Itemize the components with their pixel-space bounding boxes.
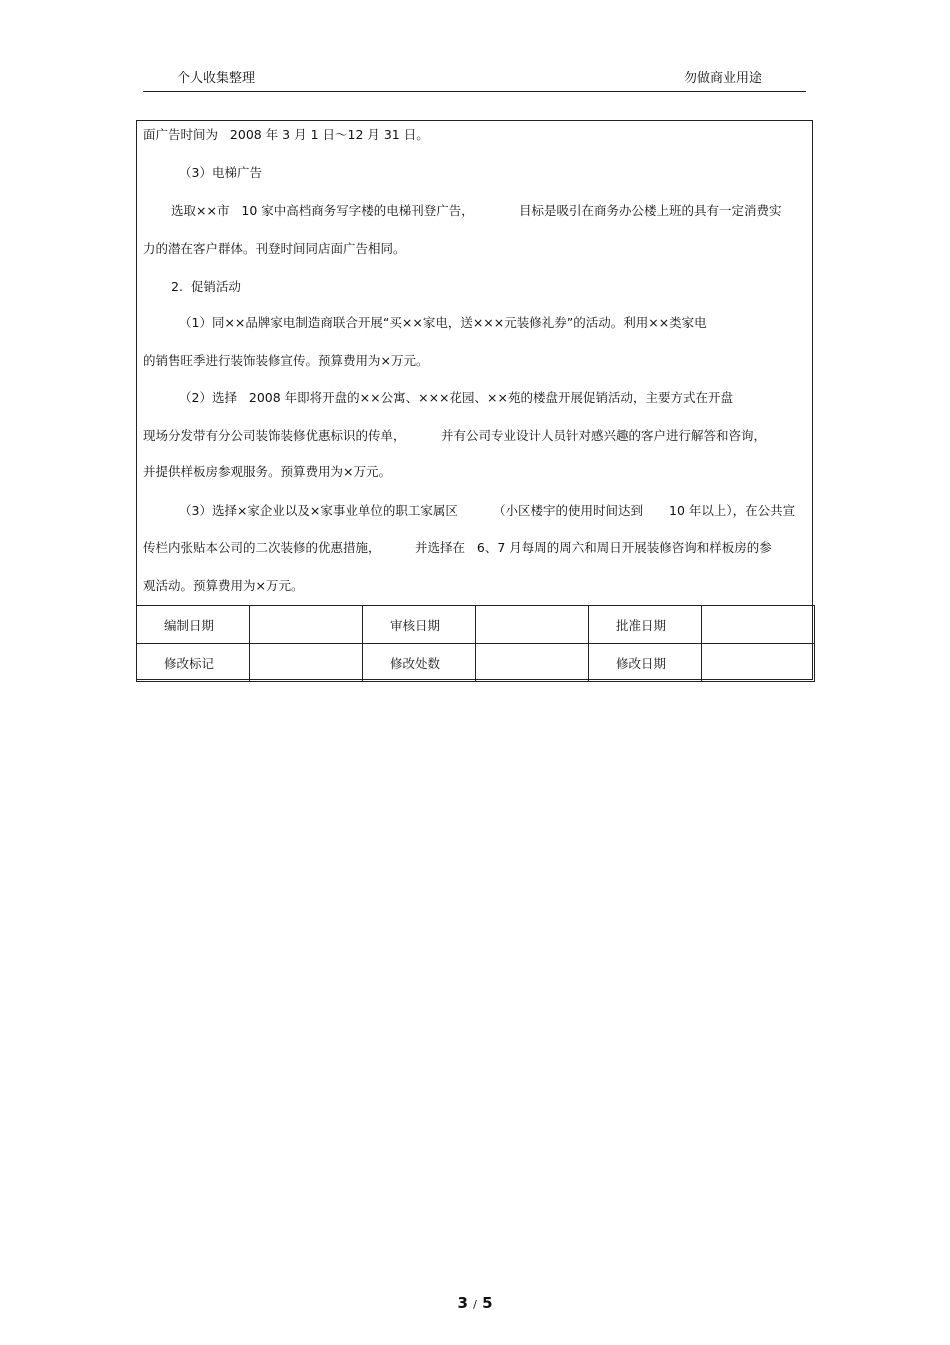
compile-date-label: 编制日期 — [137, 606, 250, 644]
text-line: 目标是吸引在商务办公楼上班的具有一定消费实 — [519, 203, 782, 218]
revision-date-value[interactable] — [702, 644, 815, 682]
review-date-label: 审核日期 — [363, 606, 476, 644]
text-line: 观活动。预算费用为×万元。 — [143, 578, 304, 593]
total-pages: 5 — [482, 1294, 493, 1312]
approval-date-value[interactable] — [702, 606, 815, 644]
text-line: 现场分发带有分公司装饰装修优惠标识的传单， — [143, 428, 406, 443]
revision-date-label: 修改日期 — [589, 644, 702, 682]
page-separator: / — [473, 1298, 477, 1311]
page-number — [0, 1294, 950, 1312]
revision-count-value[interactable] — [476, 644, 589, 682]
signoff-table — [136, 605, 815, 682]
body-text — [137, 121, 814, 605]
text-line: 的销售旺季进行装饰装修宣传。预算费用为×万元。 — [143, 353, 429, 368]
text-line: 并提供样板房参观服务。预算费用为×万元。 — [143, 464, 391, 479]
section-heading: （3）电梯广告 — [179, 165, 262, 180]
text-line: 面广告时间为 2008 年 3 月 1 日～12 月 31 日。 — [143, 127, 429, 142]
text-line: 并选择在 6、7 月每周的周六和周日开展装修咨询和样板房的参 — [415, 540, 772, 555]
text-line: 10 年以上），在公共宣 — [669, 503, 796, 518]
content-frame — [136, 120, 813, 680]
current-page: 3 — [457, 1294, 468, 1312]
table-row — [137, 644, 815, 682]
header-rule — [143, 91, 806, 92]
text-line: 选取××市 10 家中高档商务写字楼的电梯刊登广告， — [171, 203, 474, 218]
table-row — [137, 606, 815, 644]
text-line: （小区楼宇的使用时间达到 — [493, 503, 644, 518]
text-line: （2）选择 2008 年即将开盘的××公寓、×××花园、××苑的楼盘开展促销活动，主要方式在开盘 — [179, 390, 733, 405]
text-line: 传栏内张贴本公司的二次装修的优惠措施， — [143, 540, 381, 555]
text-line: 并有公司专业设计人员针对感兴趣的客户进行解答和咨询， — [441, 428, 767, 443]
section-heading: 2. 促销活动 — [171, 279, 241, 294]
text-line: （1）同××品牌家电制造商联合开展“买××家电，送×××元装修礼券”的活动。利用××类家电 — [179, 315, 707, 330]
page-header-right: 勿做商业用途 — [684, 71, 763, 86]
compile-date-value[interactable] — [250, 606, 363, 644]
approval-date-label: 批准日期 — [589, 606, 702, 644]
page-header-left: 个人收集整理 — [177, 71, 256, 86]
revision-mark-value[interactable] — [250, 644, 363, 682]
review-date-value[interactable] — [476, 606, 589, 644]
text-line: （3）选择×家企业以及×家事业单位的职工家属区 — [179, 503, 458, 518]
text-line: 力的潜在客户群体。刊登时间同店面广告相同。 — [143, 241, 406, 256]
revision-count-label: 修改处数 — [363, 644, 476, 682]
revision-mark-label: 修改标记 — [137, 644, 250, 682]
